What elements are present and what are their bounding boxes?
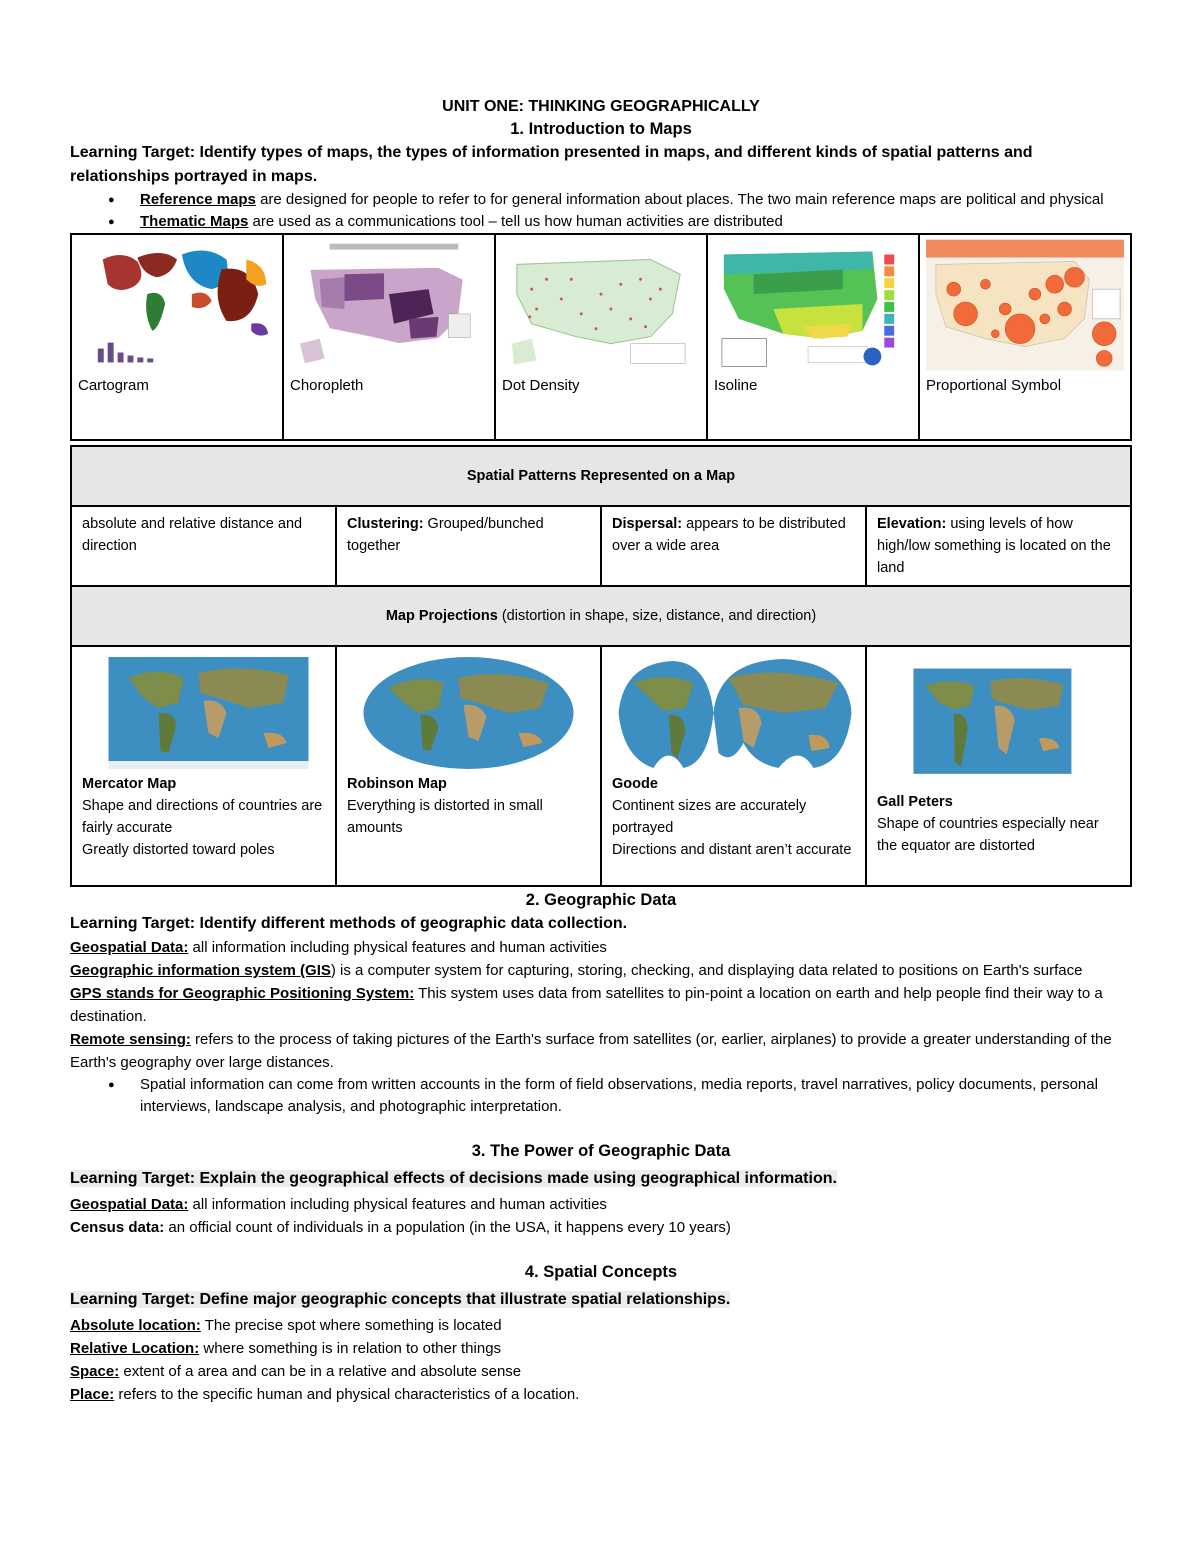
pattern-distance: absolute and relative distance and direction [71, 506, 336, 586]
cartogram-map-icon [78, 239, 276, 371]
projection-desc: Greatly distorted toward poles [82, 842, 275, 858]
geospatial-data-def-2: Geospatial Data: all information including physical features and human activities [70, 1196, 607, 1213]
dot-density-map-icon [502, 239, 700, 371]
projection-desc: Everything is distorted in small amounts [347, 798, 543, 836]
pattern-clustering: Clustering: Grouped/bunched together [336, 506, 601, 586]
section-2-title: 2. Geographic Data [525, 891, 677, 909]
choropleth-map-icon [290, 239, 488, 371]
census-data-def: Census data: an official count of individuals in a population (in the USA, it happens every 10 years) [70, 1219, 731, 1236]
proportional-symbol-map-icon [926, 239, 1124, 371]
isoline-map-icon [714, 239, 912, 371]
robinson-map-icon [347, 653, 590, 773]
map-label: Dot Density [502, 377, 580, 394]
absolute-location-def: Absolute location: The precise spot where something is located [70, 1317, 502, 1334]
goode-map-icon [612, 653, 855, 773]
remote-sensing-def: Remote sensing: refers to the process of taking pictures of the Earth's surface from satellites (or, earlier, airplanes) to provide a greater understanding of the Earth's geography over large distances. [70, 1031, 1112, 1071]
projection-gall-peters [866, 646, 1131, 886]
projection-name: Robinson Map [347, 776, 447, 792]
map-cell-cartogram [71, 234, 283, 440]
gps-def: GPS stands for Geographic Positioning System: This system uses data from satellites to pin-point a location on earth and help people find their way to a destination. [70, 985, 1103, 1025]
gis-def: Geographic information system (GIS) is a computer system for capturing, storing, checking, and displaying data related to positions on Earth's surface [70, 962, 1083, 979]
projection-name: Mercator Map [82, 776, 177, 792]
projection-desc: Directions and distant aren’t accurate [612, 842, 852, 858]
map-cell-choropleth [283, 234, 495, 440]
projection-desc: Continent sizes are accurately portrayed [612, 798, 807, 836]
map-label: Isoline [714, 377, 758, 394]
map-projections-heading: Map Projections (distortion in shape, size, distance, and direction) [71, 586, 1131, 646]
mercator-map-icon [82, 653, 325, 773]
spatial-patterns-heading: Spatial Patterns Represented on a Map [71, 446, 1131, 506]
thematic-maps-table [70, 233, 1132, 441]
projection-robinson [336, 646, 601, 886]
section-4-title: 4. Spatial Concepts [524, 1263, 678, 1281]
projection-goode [601, 646, 866, 886]
projection-name: Goode [612, 776, 658, 792]
list-item: ● Spatial information can come from written accounts in the form of field observations, media reports, travel narratives, policy documents, personal interviews, landscape analysis, and photographic interpretation. [140, 1074, 1132, 1118]
section-1-learning-target: Learning Target: Identify types of maps, the types of information presented in maps, and different kinds of spatial patterns and relationships portrayed in maps. [70, 144, 1033, 185]
list-item: ● Thematic Maps are used as a communications tool – tell us how human activities are distributed [140, 211, 1132, 233]
projection-desc: Shape and directions of countries are fairly accurate [82, 798, 323, 836]
pattern-elevation: Elevation: using levels of how high/low something is located on the land [866, 506, 1131, 586]
pattern-dispersal: Dispersal: appears to be distributed over a wide area [601, 506, 866, 586]
spatial-patterns-table [70, 445, 1132, 887]
unit-title: UNIT ONE: THINKING GEOGRAPHICALLY [442, 98, 760, 115]
map-types-list [70, 189, 1132, 233]
section-3-learning-target: Learning Target: Explain the geographical effects of decisions made using geographical information. [70, 1170, 837, 1187]
space-def: Space: extent of a area and can be in a relative and absolute sense [70, 1363, 522, 1380]
map-label: Cartogram [78, 377, 149, 394]
place-def: Place: refers to the specific human and physical characteristics of a location. [70, 1386, 580, 1403]
projection-desc: Shape of countries especially near the equator are distorted [877, 816, 1099, 854]
projection-name: Gall Peters [877, 794, 953, 810]
projection-mercator [71, 646, 336, 886]
relative-location-def: Relative Location: where something is in relation to other things [70, 1340, 502, 1357]
list-item: ● Reference maps are designed for people to refer to for general information about places. The two main reference maps are political and physical [140, 189, 1132, 211]
map-cell-isoline [707, 234, 919, 440]
section-2-learning-target: Learning Target: Identify different methods of geographic data collection. [70, 915, 628, 932]
gall-peters-map-icon [877, 653, 1120, 791]
spatial-info-list [70, 1074, 1132, 1118]
map-cell-proportional-symbol [919, 234, 1131, 440]
section-3-title: 3. The Power of Geographic Data [471, 1142, 731, 1160]
section-1-title: 1. Introduction to Maps [510, 120, 692, 138]
geospatial-data-def: Geospatial Data: all information including physical features and human activities [70, 939, 607, 956]
map-label: Proportional Symbol [926, 377, 1062, 394]
section-4-learning-target: Learning Target: Define major geographic concepts that illustrate spatial relationships. [70, 1291, 731, 1308]
map-label: Choropleth [290, 377, 364, 394]
map-cell-dot-density [495, 234, 707, 440]
